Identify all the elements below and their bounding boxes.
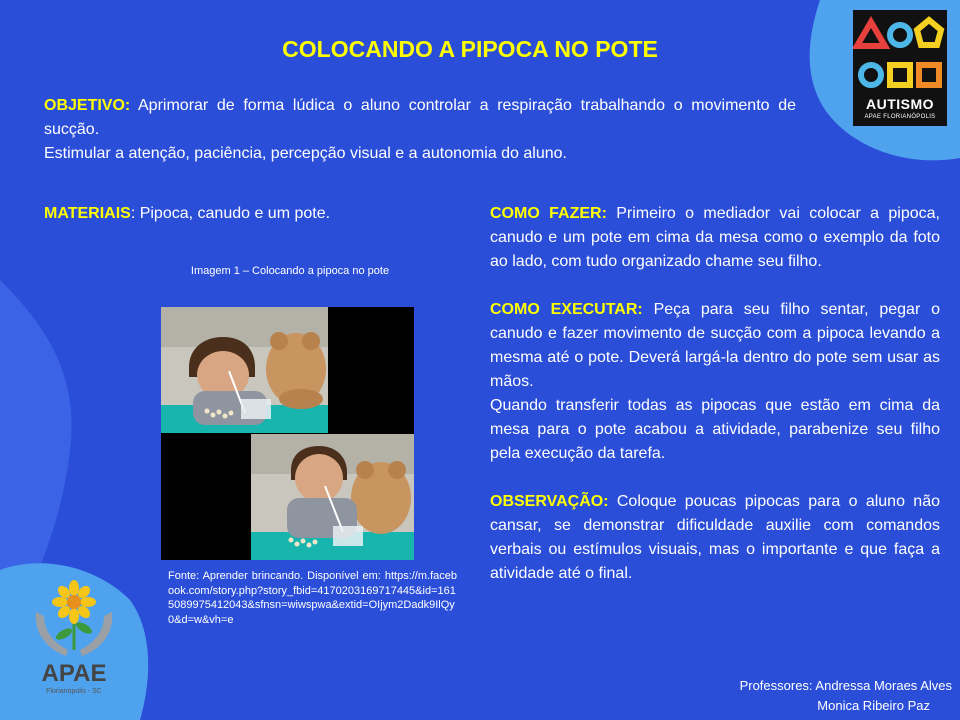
autismo-logo	[853, 10, 947, 126]
instructions-column	[490, 202, 940, 586]
autismo-shapes-icon	[853, 10, 947, 96]
how-to-execute-text: Peça para seu filho sentar, pegar o canudo e fazer movimento de sucção com a pipoca levando a mesma até o pote. Deverá largá-la dentro do pote sem usar as mãos.	[490, 301, 940, 390]
image-caption: Imagem 1 – Colocando a pipoca no pote	[190, 265, 390, 277]
activity-photo-2	[251, 434, 414, 560]
observation-paragraph	[490, 490, 940, 586]
how-to-execute-label: COMO EXECUTAR:	[490, 301, 643, 318]
observation-text: Coloque poucas pipocas para o aluno não cansar, se demonstrar dificuldade auxilie com comandos verbais ou estímulos visuais, mas o importante e que faça a atividade até o final.	[490, 493, 940, 582]
how-to-do-paragraph	[490, 202, 940, 274]
apae-logo-city: Florianópolis - SC	[46, 688, 102, 695]
image-source: Fonte: Aprender brincando. Disponível em: https://m.facebook.com/story.php?story_fbid=4170203169717445&id=1615089975412043&sfnsn=wiwspwa&extid=OIjym2Dadk9IlQy0&d=w&vh=e	[168, 570, 457, 626]
objective-paragraph	[44, 94, 796, 142]
credits-line-2: Monica Ribeiro Paz	[817, 698, 930, 713]
how-to-do-text: Primeiro o mediador vai colocar a pipoca, canudo e um pote em cima da mesa como o exemplo da foto ao lado, com tudo organizado chame seu filho.	[490, 205, 940, 270]
objective-text-secondary: Estimular a atenção, paciência, percepção visual e a autonomia do aluno.	[44, 145, 567, 162]
materials-section	[44, 203, 444, 225]
how-to-execute-paragraph	[490, 298, 940, 394]
materials-label: MATERIAIS	[44, 205, 131, 222]
materials-text: : Pipoca, canudo e um pote.	[130, 205, 331, 222]
autismo-logo-subtitle: APAE FLORIANÓPOLIS	[864, 114, 936, 120]
how-to-execute-text-secondary: Quando transferir todas as pipocas que estão em cima da mesa para o pote acabou a atividade, parabenize seu filho pela execução da tarefa.	[490, 397, 940, 462]
credits-line-1: Professores: Andressa Moraes Alves	[739, 678, 952, 693]
activity-photo-1	[161, 307, 328, 433]
photo-collage	[161, 307, 414, 560]
apae-logo-text: APAE	[41, 660, 107, 687]
sunflower-hands-icon	[30, 578, 118, 660]
page-title: COLOCANDO A PIPOCA NO POTE	[282, 36, 658, 62]
apae-logo	[30, 578, 118, 700]
observation-label: OBSERVAÇÃO:	[490, 493, 609, 510]
objective-section	[44, 94, 796, 166]
credits	[692, 676, 952, 716]
objective-label: OBJETIVO:	[44, 97, 131, 114]
autismo-logo-text: AUTISMO	[865, 96, 935, 112]
how-to-do-label: COMO FAZER:	[490, 205, 607, 222]
objective-text: Aprimorar de forma lúdica o aluno controlar a respiração trabalhando o movimento de sucção.	[44, 97, 796, 138]
